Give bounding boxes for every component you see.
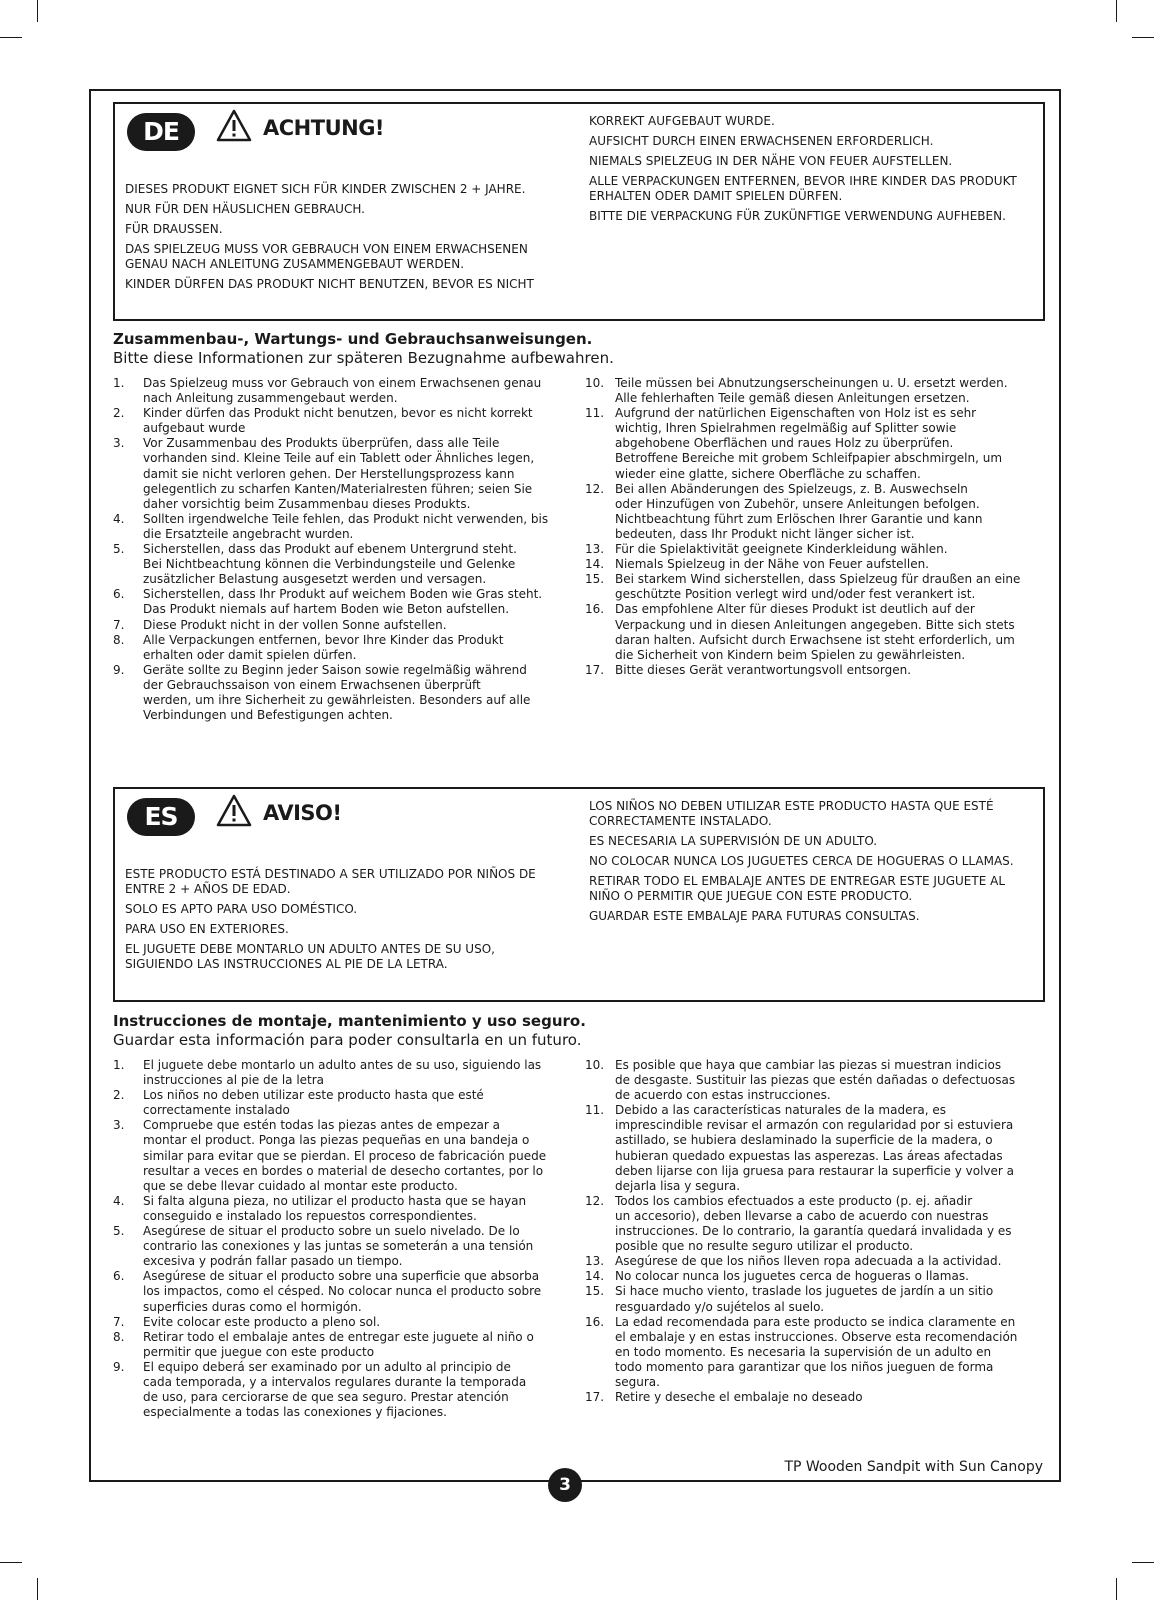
es-section-subheading: Guardar esta información para poder consultarla en un futuro. bbox=[113, 1031, 582, 1049]
list-item: 6. Sicherstellen, dass Ihr Produkt auf weichem Boden wie Gras steht. Das Produkt niemals auf hartem Boden wie Beton aufstellen. bbox=[113, 587, 543, 617]
list-item: 4. Sollten irgendwelche Teile fehlen, das Produkt nicht verwenden, bis die Ersatzteile angebracht wurden. bbox=[113, 511, 549, 541]
es-section-heading: Instrucciones de montaje, mantenimiento y uso seguro. bbox=[113, 1012, 586, 1030]
warning-line: BITTE DIE VERPACKUNG FÜR ZUKÜNFTIGE VERWENDUNG AUFHEBEN. bbox=[589, 209, 1006, 223]
list-item: 13. Für die Spielaktivität geeignete Kinderkleidung wählen. bbox=[585, 542, 948, 557]
list-item: 8. Alle Verpackungen entfernen, bevor Ihre Kinder das Produkt erhalten oder damit spielen dürfen. bbox=[113, 632, 504, 662]
list-item: 13. Asegúrese de que los niños lleven ropa adecuada a la actividad. bbox=[585, 1254, 1002, 1269]
warning-line: ES NECESARIA LA SUPERVISIÓN DE UN ADULTO. bbox=[589, 834, 878, 848]
warning-line: AUFSICHT DURCH EINEN ERWACHSENEN ERFORDERLICH. bbox=[589, 134, 934, 148]
list-item: 16. La edad recomendada para este producto se indica claramente en el embalaje y en estas instrucciones. Observe esta recomendación en todo momento. Es necesaria la supervisión de un adulto en todo momento para garantizar que los niños jueguen de forma segura. bbox=[585, 1314, 1018, 1389]
warning-line: GUARDAR ESTE EMBALAJE PARA FUTURAS CONSULTAS. bbox=[589, 909, 920, 923]
list-item: 9. Geräte sollte zu Beginn jeder Saison sowie regelmäßig während der Gebrauchssaison von einem Erwachsenen überprüft werden, um ihre Sicherheit zu gewährleisten. Besonders auf alle Verbindungen und Befestigungen achten. bbox=[113, 662, 531, 723]
de-warning-left bbox=[125, 182, 553, 297]
list-item: 5. Asegúrese de situar el producto sobre un suelo nivelado. De lo contrario las conexiones y las juntas se someterán a una tensión excesiva y podrán fallar pasado un tiempo. bbox=[113, 1224, 534, 1269]
list-item: 1. Das Spielzeug muss vor Gebrauch von einem Erwachsenen genau nach Anleitung zusammengebaut werden. bbox=[113, 376, 542, 406]
warning-line: DAS SPIELZEUG MUSS VOR GEBRAUCH VON EINEM ERWACHSENEN GENAU NACH ANLEITUNG ZUSAMMENGEBAUT WERDEN. bbox=[125, 242, 528, 271]
list-item: 11. Debido a las características naturales de la madera, es imprescindible revisar el armazón con regularidad por si estuviera astillado, se hubiera deslaminado la superficie de la madera, o hubieran quedado expuestas las asperezas. Las áreas afectadas deben lijarse con lija gruesa para restaurar la superficie y volver a dejarla lisa y segura. bbox=[585, 1103, 1014, 1193]
list-item: 17. Retire y deseche el embalaje no deseado bbox=[585, 1390, 863, 1405]
de-instructions-left bbox=[113, 376, 561, 723]
crop-mark-tr-v bbox=[1116, 0, 1117, 22]
es-section-title bbox=[113, 1012, 1013, 1050]
list-item: 9. El equipo deberá ser examinado por un adulto al principio de cada temporada, y a intervalos regulares durante la temporada de uso, para cerciorarse de que sea seguro. Prestar atención especialmente a todas las conexiones y fijaciones. bbox=[113, 1359, 527, 1420]
warning-line: KINDER DÜRFEN DAS PRODUKT NICHT BENUTZEN, BEVOR ES NICHT bbox=[125, 277, 534, 291]
es-language-badge: ES bbox=[127, 798, 195, 836]
warning-line: EL JUGUETE DEBE MONTARLO UN ADULTO ANTES DE SU USO, SIGUIENDO LAS INSTRUCCIONES AL PIE DE LA LETRA. bbox=[125, 942, 495, 971]
list-item: 17. Bitte dieses Gerät verantwortungsvoll entsorgen. bbox=[585, 662, 912, 677]
list-item: 11. Aufgrund der natürlichen Eigenschaften von Holz ist es sehr wichtig, Ihren Spielrahmen regelmäßig auf Splitter sowie abgehobene Oberflächen und raues Holz zu überprüfen. Betroffene Bereiche mit grobem Schleifpapier abschmirgeln, um wieder eine glatte, sichere Oberfläche zu schaffen. bbox=[585, 406, 1003, 481]
list-item: 7. Diese Produkt nicht in der vollen Sonne aufstellen. bbox=[113, 617, 447, 632]
list-item: 14. Niemals Spielzeug in der Nähe von Feuer aufstellen. bbox=[585, 557, 929, 572]
warning-line: NUR FÜR DEN HÄUSLICHEN GEBRAUCH. bbox=[125, 202, 365, 216]
warning-line: KORREKT AUFGEBAUT WURDE. bbox=[589, 114, 775, 128]
list-item: 8. Retirar todo el embalaje antes de entregar este juguete al niño o permitir que juegue con este producto bbox=[113, 1329, 534, 1359]
es-warning-right bbox=[589, 799, 1029, 929]
footer-product-name: TP Wooden Sandpit with Sun Canopy bbox=[784, 1459, 1043, 1475]
warning-triangle-icon bbox=[215, 793, 253, 829]
warning-line: ESTE PRODUCTO ESTÁ DESTINADO A SER UTILIZADO POR NIÑOS DE ENTRE 2 + AÑOS DE EDAD. bbox=[125, 867, 536, 896]
warning-line: PARA USO EN EXTERIORES. bbox=[125, 922, 289, 936]
es-warning-title: AVISO! bbox=[263, 801, 342, 825]
crop-mark-br-h bbox=[1132, 1562, 1154, 1563]
warning-triangle-icon bbox=[215, 108, 253, 144]
es-instructions-left bbox=[113, 1058, 561, 1420]
list-item: 2. Kinder dürfen das Produkt nicht benutzen, bevor es nicht korrekt aufgebaut wurde bbox=[113, 406, 533, 436]
warning-line: SOLO ES APTO PARA USO DOMÉSTICO. bbox=[125, 902, 358, 916]
list-item: 6. Asegúrese de situar el producto sobre una superficie que absorba los impactos, como el césped. No colocar nunca el producto sobre superficies duras como el hormigón. bbox=[113, 1269, 542, 1314]
de-warning-box bbox=[113, 102, 1045, 321]
de-section-heading: Zusammenbau-, Wartungs- und Gebrauchsanweisungen. bbox=[113, 330, 593, 348]
warning-line: FÜR DRAUSSEN. bbox=[125, 222, 223, 236]
de-warning-title: ACHTUNG! bbox=[263, 116, 385, 140]
warning-line: NIEMALS SPIELZEUG IN DER NÄHE VON FEUER AUFSTELLEN. bbox=[589, 154, 953, 168]
list-item: 3. Vor Zusammenbau des Produkts überprüfen, dass alle Teile vorhanden sind. Kleine Teile auf ein Tablett oder Ähnliches legen, damit sie nicht verloren gehen. Der Herstellungsprozess kann gelegentlich zu scharfen Kanten/Materialresten führen; seien Sie daher vorsichtig beim Zusammenbau dieses Produkts. bbox=[113, 436, 535, 511]
list-item: 14. No colocar nunca los juguetes cerca de hogueras o llamas. bbox=[585, 1269, 969, 1284]
crop-mark-bl-h bbox=[0, 1562, 22, 1563]
list-item: 1. El juguete debe montarlo un adulto antes de su uso, siguiendo las instrucciones al pie de la letra bbox=[113, 1058, 542, 1088]
de-instructions-right bbox=[585, 376, 1045, 678]
warning-line: ALLE VERPACKUNGEN ENTFERNEN, BEVOR IHRE KINDER DAS PRODUKT ERHALTEN ODER DAMIT SPIELEN DÜRFEN. bbox=[589, 174, 1017, 203]
list-item: 10. Teile müssen bei Abnutzungserscheinungen u. U. ersetzt werden. Alle fehlerhaften Teile gemäß diesen Anleitungen ersetzen. bbox=[585, 376, 1008, 406]
page-number: 3 bbox=[548, 1468, 582, 1502]
de-section-title bbox=[113, 330, 1013, 368]
crop-mark-tl-h bbox=[0, 37, 22, 38]
crop-mark-bl-v bbox=[37, 1578, 38, 1600]
list-item: 15. Si hace mucho viento, traslade los juguetes de jardín a un sitio resguardado y/o sujételos al suelo. bbox=[585, 1284, 994, 1314]
es-warning-box bbox=[113, 787, 1045, 1002]
list-item: 7. Evite colocar este producto a pleno sol. bbox=[113, 1314, 381, 1329]
list-item: 4. Si falta alguna pieza, no utilizar el producto hasta que se hayan conseguido e instalado los repuestos correspondientes. bbox=[113, 1193, 527, 1223]
es-instructions-right bbox=[585, 1058, 1045, 1405]
list-item: 2. Los niños no deben utilizar este producto hasta que esté correctamente instalado bbox=[113, 1088, 484, 1118]
list-item: 15. Bei starkem Wind sicherstellen, dass Spielzeug für draußen an eine geschützte Position verlegt wird und/oder fest verankert ist. bbox=[585, 572, 1021, 602]
list-item: 10. Es posible que haya que cambiar las piezas si muestran indicios de desgaste. Sustituir las piezas que estén dañadas o defectuosas de acuerdo con estas instrucciones. bbox=[585, 1058, 1016, 1103]
crop-mark-tl-v bbox=[37, 0, 38, 22]
crop-mark-br-v bbox=[1116, 1578, 1117, 1600]
de-language-badge: DE bbox=[127, 113, 195, 151]
warning-line: LOS NIÑOS NO DEBEN UTILIZAR ESTE PRODUCTO HASTA QUE ESTÉ CORRECTAMENTE INSTALADO. bbox=[589, 799, 994, 828]
list-item: 12. Todos los cambios efectuados a este producto (p. ej. añadir un accesorio), deben llevarse a cabo de acuerdo con nuestras instrucciones. De lo contrario, la garantía quedará invalidada y es posible que no resulte seguro utilizar el producto. bbox=[585, 1193, 1012, 1254]
de-section-subheading: Bitte diese Informationen zur späteren Bezugnahme aufbewahren. bbox=[113, 349, 614, 367]
list-item: 3. Compruebe que estén todas las piezas antes de empezar a montar el product. Ponga las piezas pequeñas en una bandeja o similar para evitar que se pierdan. El proceso de fabricación puede resultar a veces en bordes o material de desecho cortantes, por lo que se debe llevar cuidado al montar este producto. bbox=[113, 1118, 547, 1193]
warning-line: RETIRAR TODO EL EMBALAJE ANTES DE ENTREGAR ESTE JUGUETE AL NIÑO O PERMITIR QUE JUEGUE CON ESTE PRODUCTO. bbox=[589, 874, 1006, 903]
crop-mark-tr-h bbox=[1132, 37, 1154, 38]
es-warning-left bbox=[125, 867, 553, 977]
de-warning-right bbox=[589, 114, 1029, 229]
list-item: 12. Bei allen Abänderungen des Spielzeugs, z. B. Auswechseln oder Hinzufügen von Zubehör, unsere Anleitungen befolgen. Nichtbeachtung führt zum Erlöschen Ihrer Garantie und kann bedeuten, dass Ihr Produkt nicht länger sicher ist. bbox=[585, 481, 983, 541]
list-item: 16. Das empfohlene Alter für dieses Produkt ist deutlich auf der Verpackung und in diesen Anleitungen angegeben. Bitte sich stets daran halten. Aufsicht durch Erwachsene ist steht erforderlich, um die Sicherheit von Kindern beim Spielen zu gewährleisten. bbox=[585, 602, 1015, 662]
warning-line: DIESES PRODUKT EIGNET SICH FÜR KINDER ZWISCHEN 2 + JAHRE. bbox=[125, 182, 526, 196]
warning-line: NO COLOCAR NUNCA LOS JUGUETES CERCA DE HOGUERAS O LLAMAS. bbox=[589, 854, 1014, 868]
list-item: 5. Sicherstellen, dass das Produkt auf ebenem Untergrund steht. Bei Nichtbeachtung können die Verbindungsteile und Gelenke zusätzlicher Belastung ausgesetzt werden und versagen. bbox=[113, 542, 517, 587]
